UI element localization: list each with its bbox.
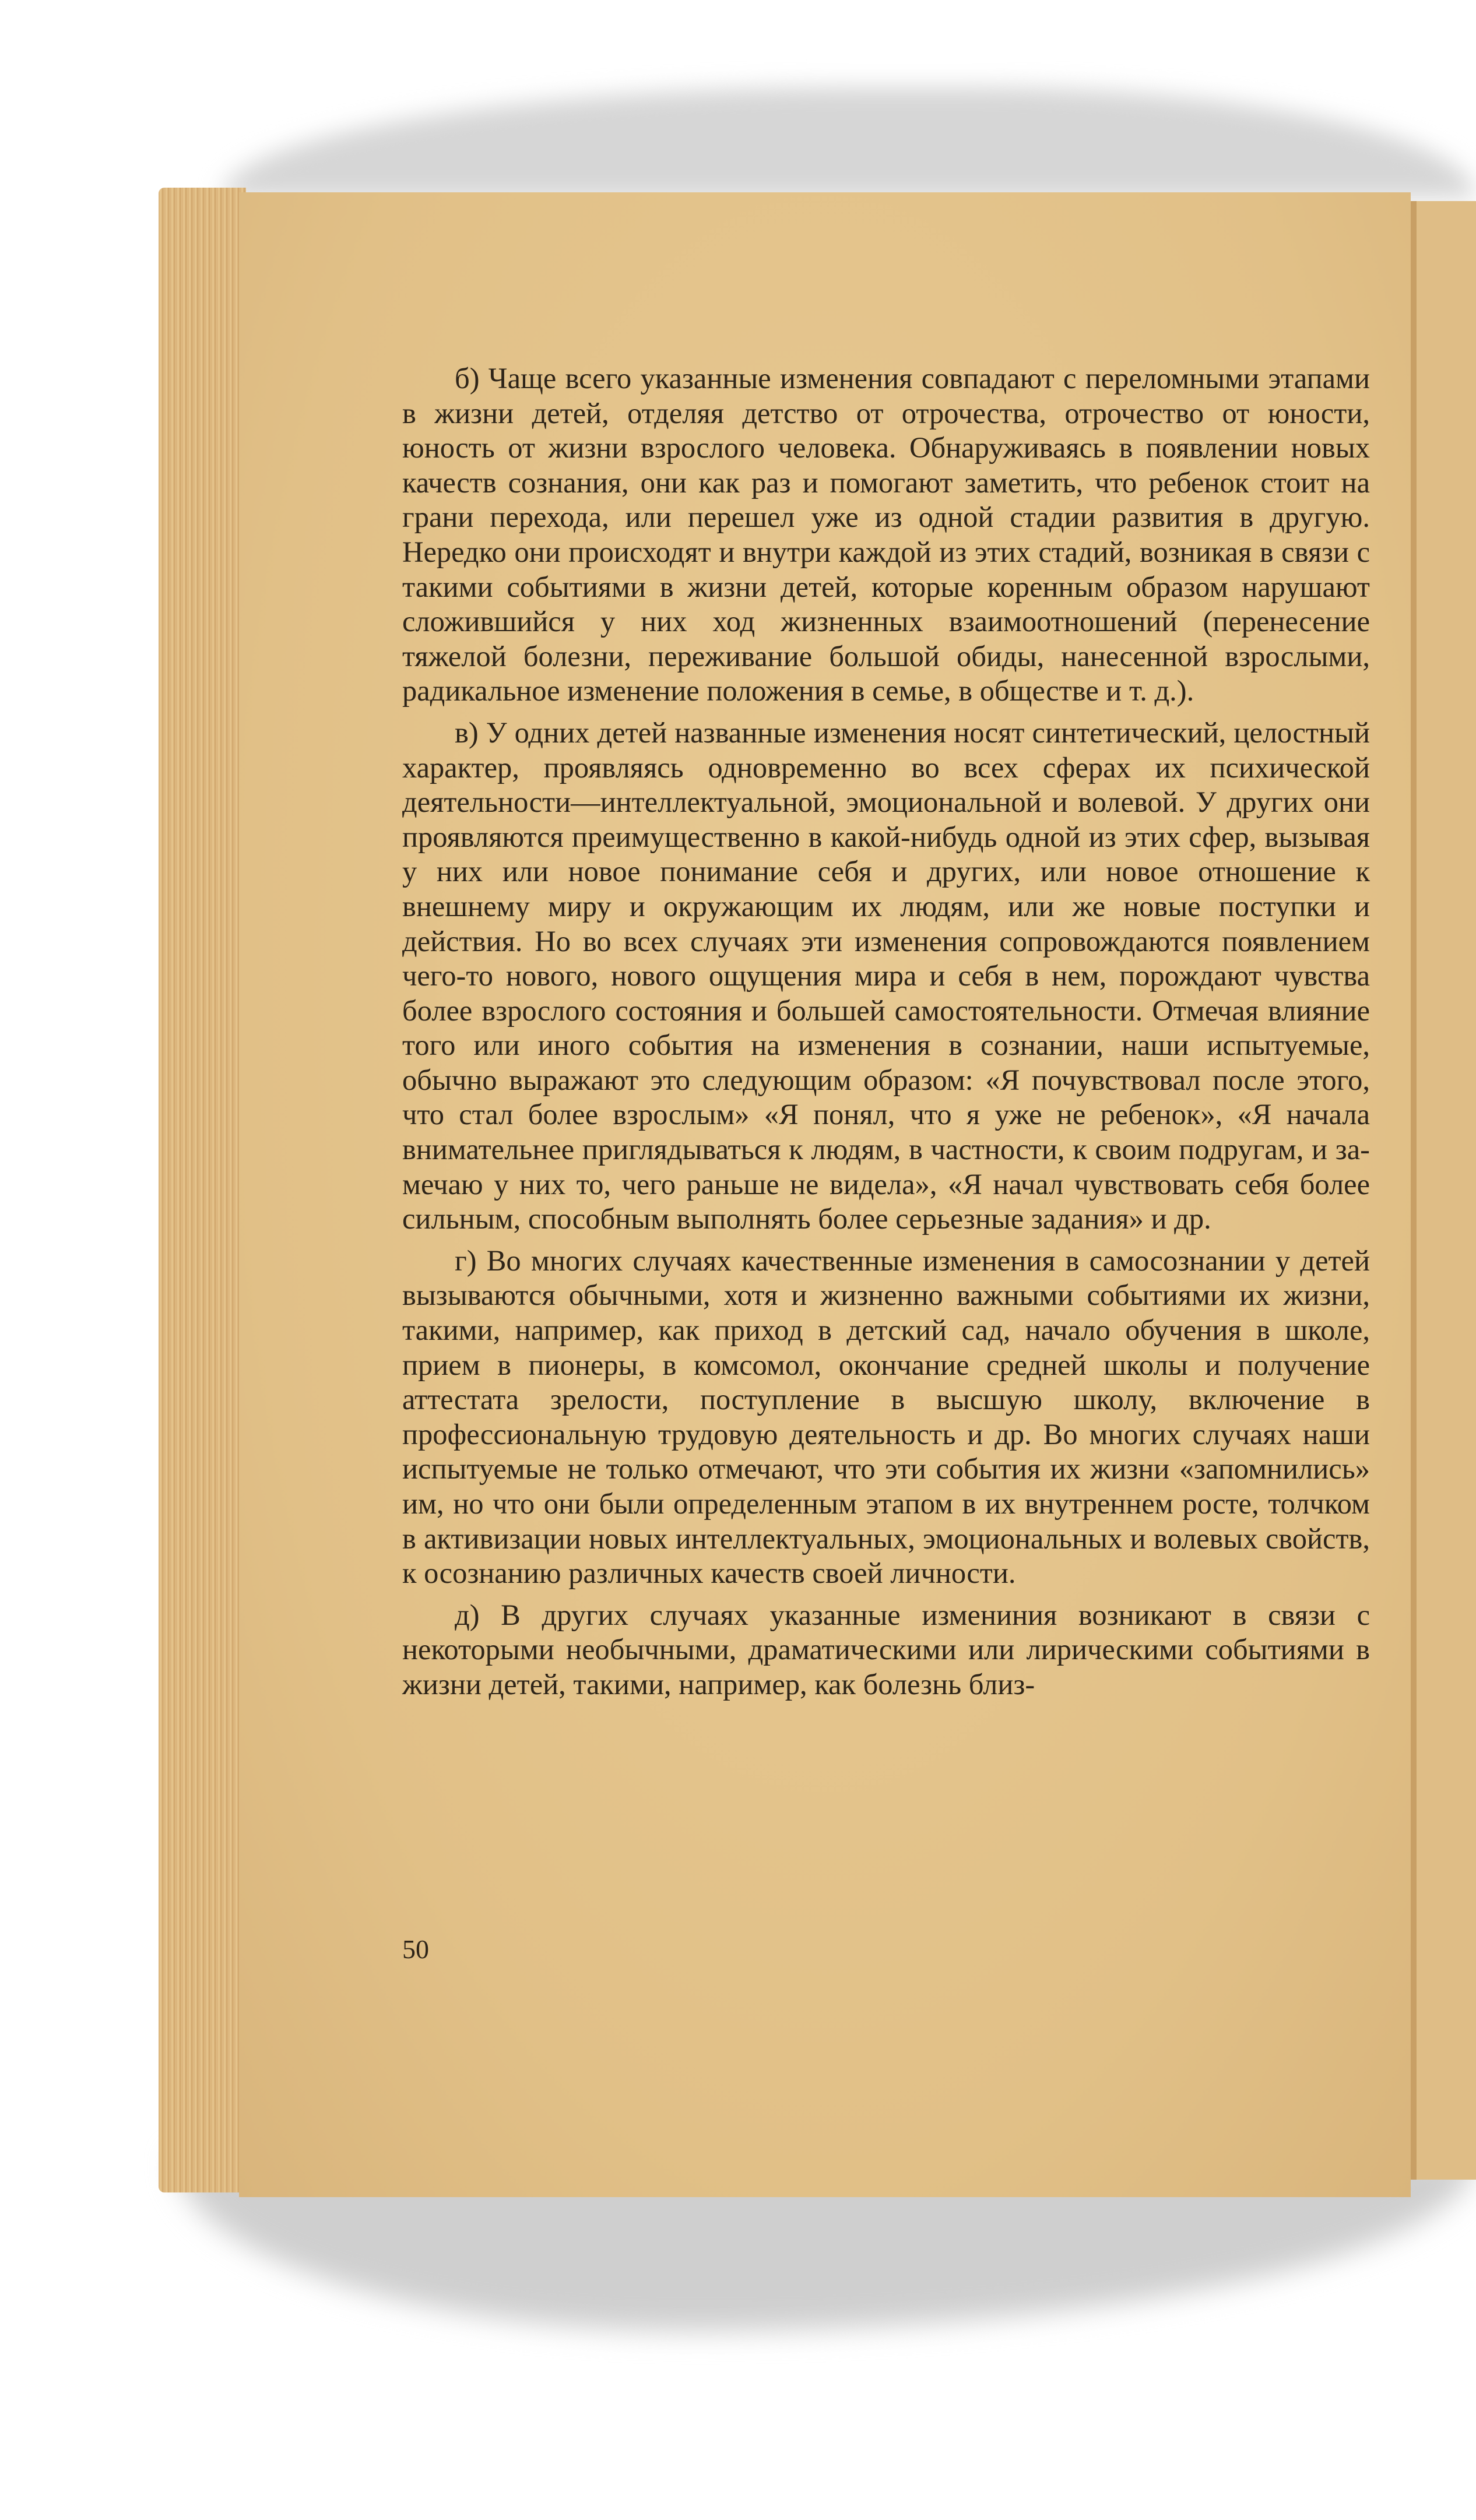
page-text xyxy=(402,361,1370,1709)
page-number: 50 xyxy=(402,1934,429,1964)
page-stack-edges xyxy=(159,188,246,2192)
facing-page-edge xyxy=(1411,201,1476,2180)
paragraph-v: в) У одних детей названные изменения носят синтетический, целостный характер, проявляясь одновременно во всех сферах их психической деятельности—интеллектуальной, эмоциональной и волевой. У других они проявляются преимущественно в какой-нибудь одной из этих сфер, вызывая у них или новое понимание себя и других, или новое отношение к внешнему миру и окружающим их людям, или же новые поступки и действия. Но во всех случаях эти изменения сопровождаются появлением чего-то нового, нового ощущения мира и себя в нем, порождают чувства более взрослого состояния и большей самостоятельности. Отмечая влияние того или иного события на изменения в сознании, наши испытуемые, обычно выражают это следующим образом: «Я почувствовал после этого, что стал более взрослым» «Я понял, что я уже не ребенок», «Я начала внимательнее приглядываться к людям, в частности, к своим подругам, и замечаю у них то, чего раньше не видела», «Я начал чувствовать себя более сильным, способным выполнять более серьезные задания» и др. xyxy=(402,716,1370,1236)
paragraph-d: д) В других случаях указанные измениния возникают в связи с некоторыми необычными, драматическими или лирическими событиями в жизни детей, такими, например, как болезнь близ- xyxy=(402,1598,1370,1701)
paragraph-g: г) Во многих случаях качественные изменения в самосознании у детей вызываются обычными, хотя и жизненно важными событиями их жизни, такими, например, как приход в детский сад, начало обучения в школе, прием в пионеры, в комсомол, окончание средней школы и получение аттестата зрелости, поступление в высшую школу, включение в профессиональную трудовую деятельность и др. Во многих случаях наши испытуемые не только отмечают, что эти события их жизни «запомнились» им, но что они были определенным этапом в их внутреннем росте, толчком в активизации новых интеллектуальных, эмоциональных и волевых свойств, к осознанию различных качеств своей личности. xyxy=(402,1244,1370,1590)
paragraph-b: б) Чаще всего указанные изменения совпадают с переломными этапами в жизни детей, отделяя детство от отрочества, отрочество от юности, юность от жизни взрослого человека. Обнаруживаясь в появлении новых качеств сознания, они как раз и помогают заметить, что ребенок стоит на грани перехода, или перешел уже из одной стадии развития в другую. Нередко они происходят и внутри каждой из этих стадий, возникая в связи с такими событиями в жизни детей, которые коренным образом нарушают сложившийся у них ход жизненных взаимоотношений (перенесение тяжелой болезни, переживание большой обиды, нанесенной взрослыми, радикальное изменение положения в семье, в обществе и т. д.). xyxy=(402,362,1370,708)
background-shadow-top xyxy=(222,87,1476,198)
